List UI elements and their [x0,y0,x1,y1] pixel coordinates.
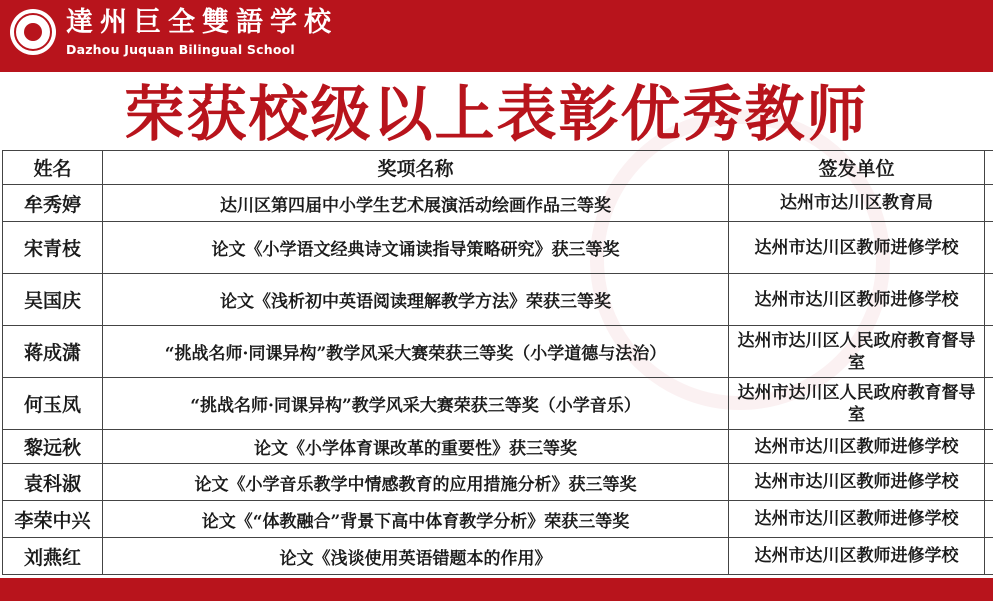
awards-table [2,150,993,575]
teacher-name: 刘燕红 [3,538,103,575]
truncated-cell [985,326,993,378]
table-row [3,378,993,430]
teacher-name: 黎远秋 [3,430,103,464]
truncated-cell [985,464,993,501]
table-row [3,538,993,575]
table-row [3,430,993,464]
issuer: 达州市达川区教师进修学校 [729,274,985,326]
award-title: 论文《浅谈使用英语错题本的作用》 [103,538,729,575]
truncated-cell [985,501,993,538]
truncated-cell [985,538,993,575]
teacher-name: 牟秀婷 [3,185,103,222]
column-header-issuer: 签发单位 [729,151,985,185]
school-logo-ring [14,13,52,51]
issuer: 达州市达川区教师进修学校 [729,222,985,274]
award-title: 论文《小学体育课改革的重要性》获三等奖 [103,430,729,464]
teacher-name: 何玉凤 [3,378,103,430]
award-title: “挑战名师·同课异构”教学风采大赛荣获三等奖（小学音乐） [103,378,729,430]
award-title: 论文《“体教融合”背景下高中体育教学分析》荣获三等奖 [103,501,729,538]
award-title: 论文《浅析初中英语阅读理解教学方法》荣获三等奖 [103,274,729,326]
teacher-name: 宋青枝 [3,222,103,274]
issuer: 达州市达川区教师进修学校 [729,464,985,501]
truncated-cell [985,222,993,274]
issuer: 达州市达川区教育局 [729,185,985,222]
footer-bar [0,578,993,601]
column-header-award: 奖项名称 [103,151,729,185]
teacher-name: 蒋成潇 [3,326,103,378]
school-logo-core [24,23,42,41]
column-header-truncated [985,151,993,185]
issuer: 达州市达川区人民政府教育督导室 [729,326,985,378]
table-row [3,501,993,538]
school-name-en: Dazhou Juquan Bilingual School [66,42,295,57]
truncated-cell [985,430,993,464]
issuer: 达州市达川区人民政府教育督导室 [729,378,985,430]
awards-table-wrap [2,150,993,576]
teacher-name: 吴国庆 [3,274,103,326]
table-header-row [3,151,993,185]
truncated-cell [985,185,993,222]
issuer: 达州市达川区教师进修学校 [729,430,985,464]
table-row [3,326,993,378]
award-title: “挑战名师·同课异构”教学风采大赛荣获三等奖（小学道德与法治） [103,326,729,378]
table-row [3,274,993,326]
table-row [3,222,993,274]
column-header-name: 姓名 [3,151,103,185]
truncated-cell [985,274,993,326]
teacher-name: 李荣中兴 [3,501,103,538]
issuer: 达州市达川区教师进修学校 [729,501,985,538]
header-bar [0,0,993,72]
table-row [3,185,993,222]
award-title: 论文《小学语文经典诗文诵读指导策略研究》获三等奖 [103,222,729,274]
table-row [3,464,993,501]
page-title: 荣获校级以上表彰优秀教师 [124,80,869,150]
school-logo [10,9,56,55]
issuer: 达州市达川区教师进修学校 [729,538,985,575]
school-name-cn: 達州巨全雙語学校 [66,7,338,38]
teacher-name: 袁科淑 [3,464,103,501]
award-title: 论文《小学音乐教学中情感教育的应用措施分析》获三等奖 [103,464,729,501]
truncated-cell [985,378,993,430]
award-title: 达川区第四届中小学生艺术展演活动绘画作品三等奖 [103,185,729,222]
